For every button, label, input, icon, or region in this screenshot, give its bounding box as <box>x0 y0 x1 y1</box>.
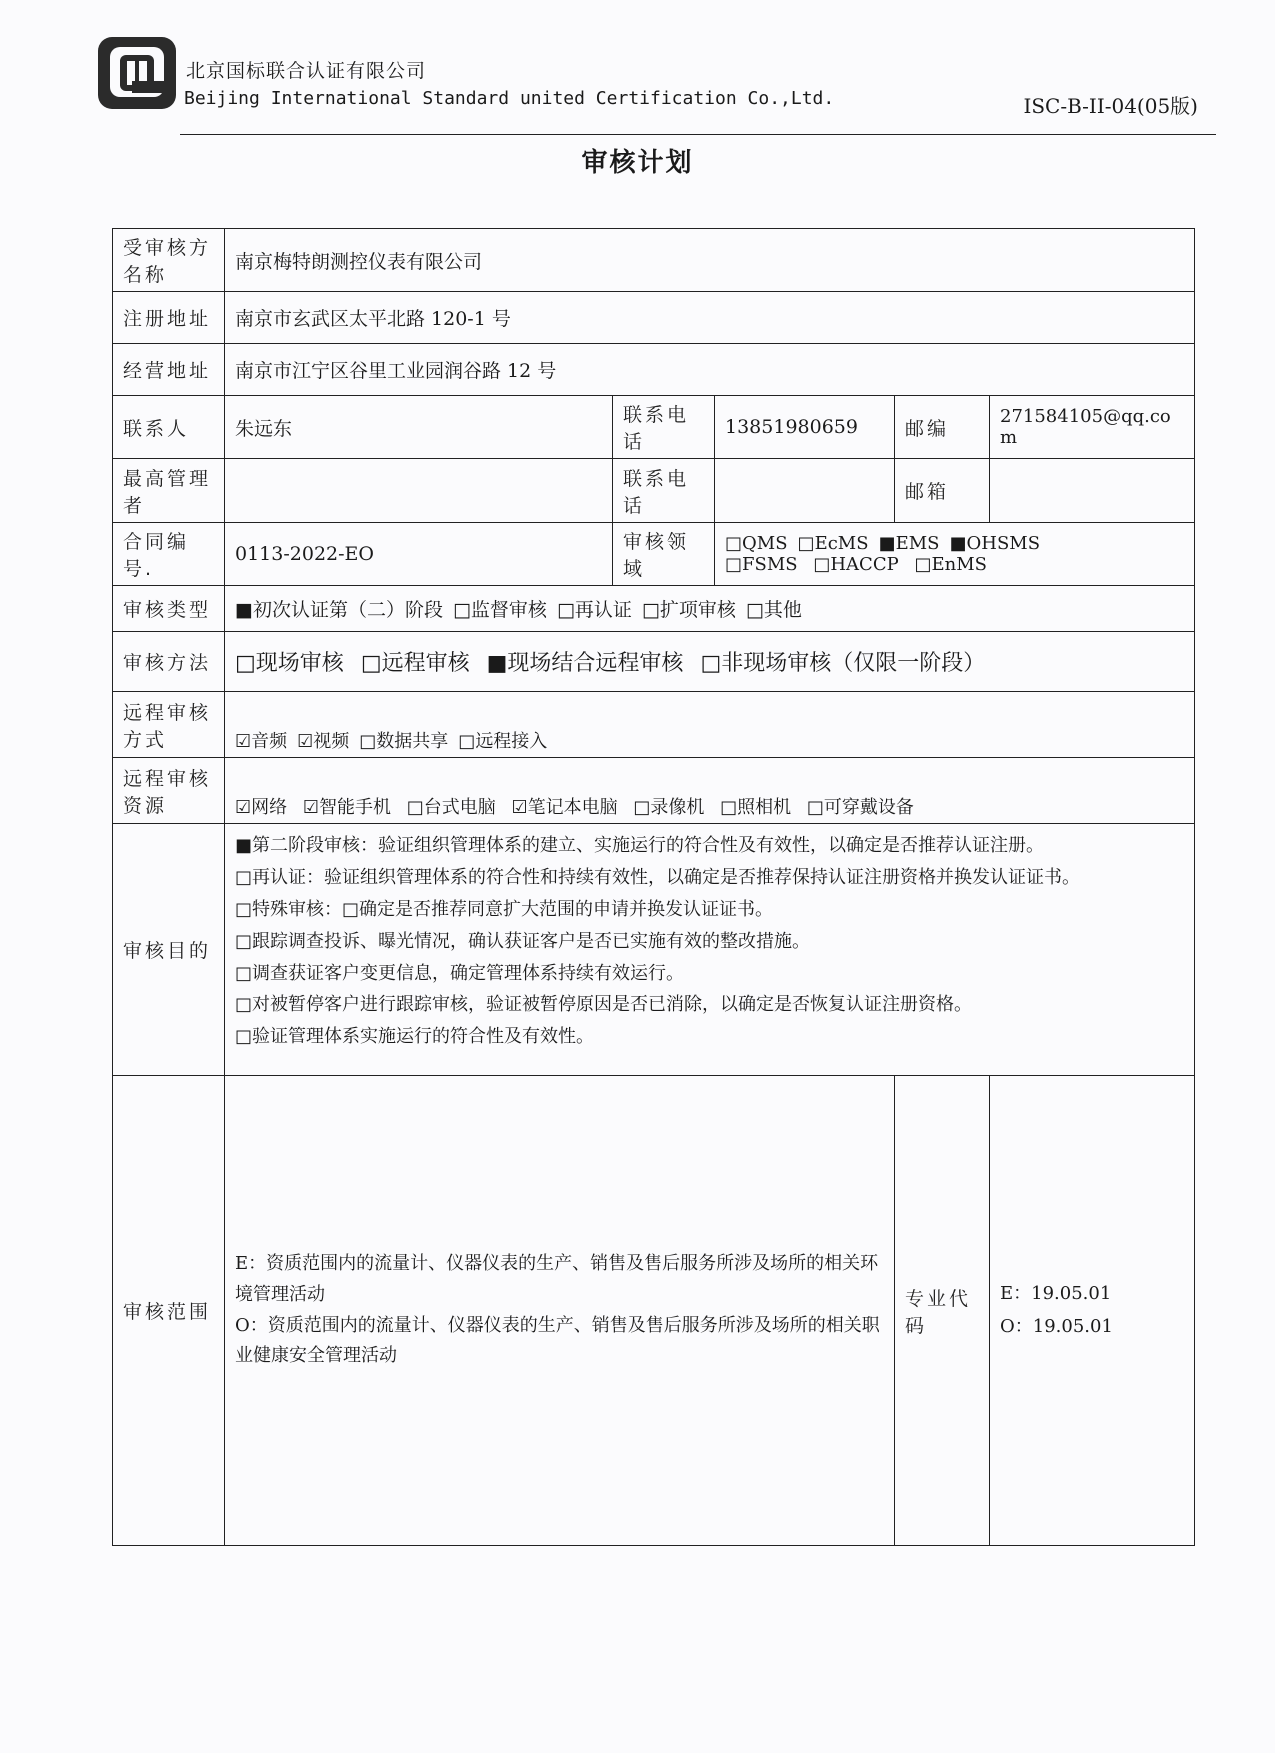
method-combined[interactable]: ■现场结合远程审核 <box>486 651 684 676</box>
company-name-cn: 北京国标联合认证有限公司 <box>186 60 427 82</box>
purpose-item: □调查获证客户变更信息，确定管理体系持续有效运行。 <box>235 962 685 984</box>
audit-type-label: 审核类型 <box>113 586 225 632</box>
resource-laptop[interactable]: ☑笔记本电脑 <box>511 797 618 818</box>
document-header <box>96 30 1216 140</box>
audit-method-options <box>225 632 1195 692</box>
form-code: ISC-B-II-04(05版) <box>1023 94 1198 118</box>
contract-no-value: 0113-2022-EO <box>225 523 613 586</box>
method-offsite[interactable]: □非现场审核（仅限一阶段） <box>700 651 986 676</box>
specialty-code-label: 专业代码 <box>895 1076 990 1546</box>
purpose-item: ■第二阶段审核：验证组织管理体系的建立、实施运行的符合性及有效性，以确定是否推荐认证注册。 <box>235 835 1045 856</box>
top-management-value <box>225 459 613 523</box>
page-title: 审核计划 <box>581 148 694 178</box>
audit-purpose-label: 审核目的 <box>113 824 225 1076</box>
company-name-en: Beijing International Standard united Certification Co.,Ltd. <box>184 88 835 109</box>
audit-domain-label: 审核领域 <box>613 523 715 586</box>
domain-ecms[interactable]: □EcMS <box>797 533 869 554</box>
email-value: 271584105@qq.com <box>990 396 1195 459</box>
remote-resource-options <box>225 758 1195 824</box>
audit-type-surveillance[interactable]: □监督审核 <box>452 599 547 621</box>
code-e-value: E：19.05.01 <box>1000 1283 1112 1305</box>
audit-domain-options <box>715 523 1195 586</box>
specialty-code-values <box>990 1076 1195 1546</box>
header-divider <box>180 134 1216 135</box>
contact-label: 联系人 <box>113 396 225 459</box>
remote-method-label: 远程审核方式 <box>113 692 225 758</box>
remote-video[interactable]: ☑视频 <box>297 731 350 752</box>
remote-access[interactable]: □远程接入 <box>458 731 548 752</box>
resource-camera[interactable]: □照相机 <box>720 797 792 818</box>
reg-address-label: 注册地址 <box>113 292 225 344</box>
scope-e-text: E：资质范围内的流量计、仪器仪表的生产、销售及售后服务所涉及场所的相关环境管理活动 <box>235 1253 879 1305</box>
audit-type-other[interactable]: □其他 <box>745 599 802 621</box>
biz-address-label: 经营地址 <box>113 344 225 396</box>
method-onsite[interactable]: □现场审核 <box>235 651 344 676</box>
resource-smartphone[interactable]: ☑智能手机 <box>302 797 392 818</box>
domain-enms[interactable]: □EnMS <box>914 554 987 575</box>
purpose-item: □对被暂停客户进行跟踪审核，验证被暂停原因是否已消除，以确定是否恢复认证注册资格。 <box>235 994 973 1016</box>
audit-type-initial[interactable]: ■初次认证第（二）阶段 <box>235 599 443 621</box>
company-logo-icon <box>96 35 178 111</box>
email-label: 邮箱 <box>895 459 990 523</box>
remote-resource-label: 远程审核资源 <box>113 758 225 824</box>
remote-data-share[interactable]: □数据共享 <box>359 731 449 752</box>
domain-ohsms[interactable]: ■OHSMS <box>949 533 1041 554</box>
scope-o-text: O：资质范围内的流量计、仪器仪表的生产、销售及售后服务所涉及场所的相关职业健康安全管理活动 <box>235 1314 880 1367</box>
resource-recorder[interactable]: □录像机 <box>633 797 705 818</box>
phone-value: 13851980659 <box>715 396 895 459</box>
client-name-label: 受审核方名称 <box>113 229 225 292</box>
email2-value <box>990 459 1195 523</box>
resource-network[interactable]: ☑网络 <box>235 797 288 818</box>
audit-scope-label: 审核范围 <box>113 1076 225 1546</box>
phone2-label: 联系电话 <box>613 459 715 523</box>
audit-purpose-list <box>225 824 1195 1076</box>
audit-scope-text <box>225 1076 895 1546</box>
purpose-item: □验证管理体系实施运行的符合性及有效性。 <box>235 1026 595 1048</box>
contact-value: 朱远东 <box>225 396 613 459</box>
audit-plan-table <box>112 228 1195 1546</box>
phone2-value <box>715 459 895 523</box>
domain-ems[interactable]: ■EMS <box>878 533 940 554</box>
purpose-item: □再认证：验证组织管理体系的符合性和持续有效性，以确定是否推荐保持认证注册资格并换发认证证书。 <box>235 866 1081 888</box>
top-management-label: 最高管理者 <box>113 459 225 523</box>
remote-audio[interactable]: ☑音频 <box>235 731 288 752</box>
purpose-item: □跟踪调查投诉、曝光情况，确认获证客户是否已实施有效的整改措施。 <box>235 930 811 952</box>
domain-haccp[interactable]: □HACCP <box>813 554 899 575</box>
resource-desktop[interactable]: □台式电脑 <box>406 797 496 818</box>
audit-type-options <box>225 586 1195 632</box>
purpose-item: □特殊审核：□确定是否推荐同意扩大范围的申请并换发认证证书。 <box>235 898 774 920</box>
code-o-value: O：19.05.01 <box>1000 1315 1113 1337</box>
phone-label: 联系电话 <box>613 396 715 459</box>
audit-type-recert[interactable]: □再认证 <box>556 599 632 621</box>
remote-method-options <box>225 692 1195 758</box>
contract-no-label: 合同编号. <box>113 523 225 586</box>
method-remote[interactable]: □远程审核 <box>360 651 470 676</box>
resource-wearable[interactable]: □可穿戴设备 <box>806 797 914 818</box>
biz-address-value: 南京市江宁区谷里工业园润谷路 12 号 <box>225 344 1195 396</box>
domain-fsms[interactable]: □FSMS <box>725 554 798 575</box>
postcode-label: 邮编 <box>895 396 990 459</box>
audit-method-label: 审核方法 <box>113 632 225 692</box>
client-name-value: 南京梅特朗测控仪表有限公司 <box>225 229 1195 292</box>
audit-type-extension[interactable]: □扩项审核 <box>641 599 736 621</box>
reg-address-value: 南京市玄武区太平北路 120-1 号 <box>225 292 1195 344</box>
domain-qms[interactable]: □QMS <box>725 533 788 554</box>
